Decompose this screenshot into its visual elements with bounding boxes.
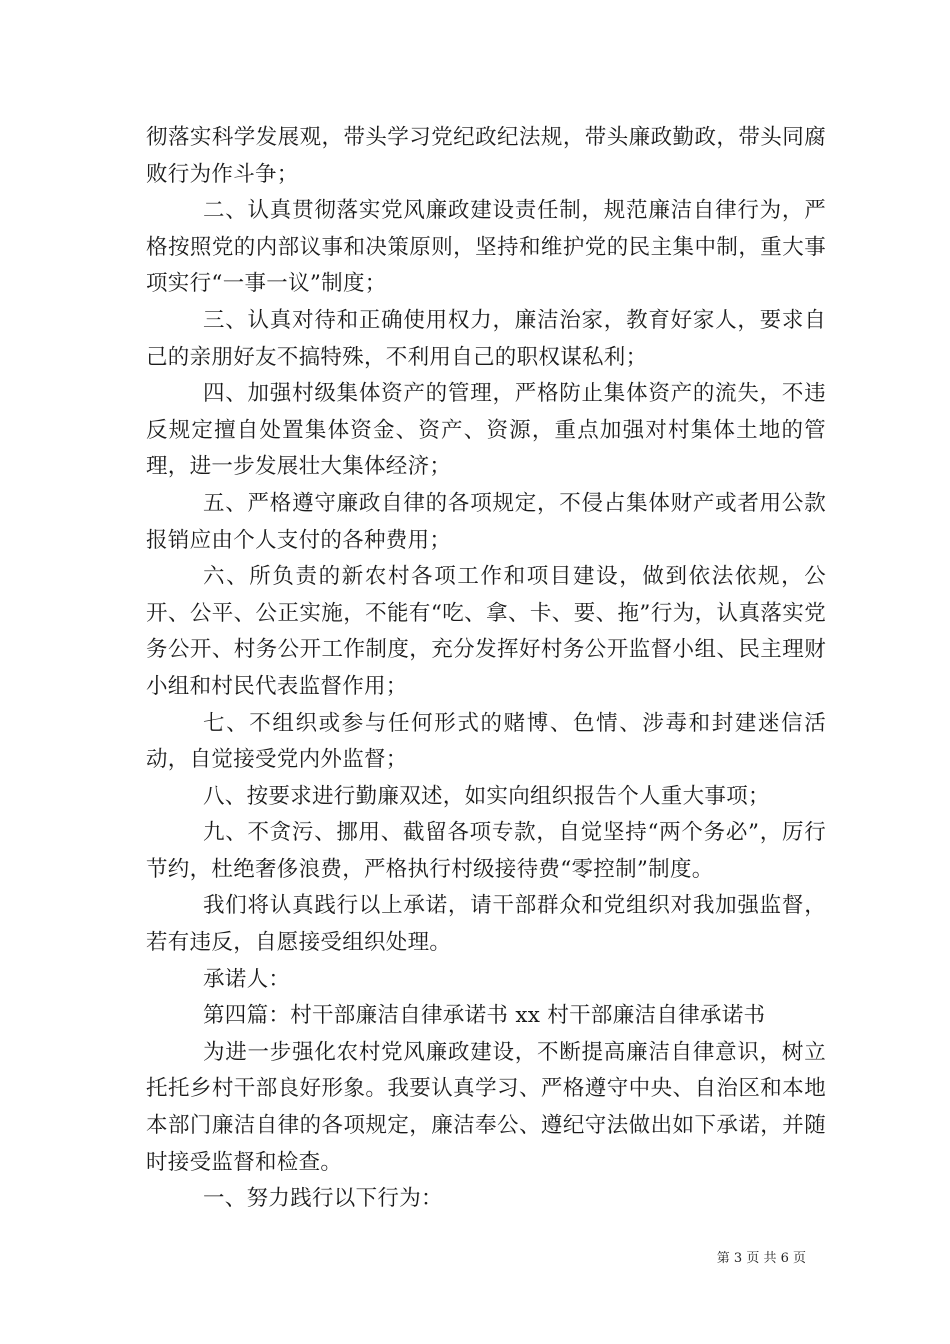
paragraph-intro: 为进一步强化农村党风廉政建设，不断提高廉洁自律意识，树立托托乡村干部良好形象。我要认真学习、严格遵守中央、自治区和本地本部门廉洁自律的各项规定，廉洁奉公、遵纪守法做出如下承诺，并随时接受监督和检查。 [146, 1039, 826, 1175]
paragraph-item-9: 九、不贪污、挪用、截留各项专款，自觉坚持“两个务必”，厉行节约，杜绝奢侈浪费，严格执行村级接待费“零控制”制度。 [146, 820, 826, 882]
page-number: 第 3 页 共 6 页 [716, 1251, 806, 1266]
paragraph-item-2: 二、认真贯彻落实党风廉政建设责任制，规范廉洁自律行为，严格按照党的内部议事和决策原则，坚持和维护党的民主集中制，重大事项实行“一事一议”制度； [146, 198, 826, 297]
paragraph-item-4: 四、加强村级集体资产的管理，严格防止集体资产的流失，不违反规定擅自处置集体资金、资产、资源，重点加强对村集体土地的管理，进一步发展壮大集体经济； [146, 381, 826, 480]
paragraph-signatory: 承诺人： [203, 966, 291, 992]
paragraph-item-8: 八、按要求进行勤廉双述，如实向组织报告个人重大事项； [203, 783, 770, 809]
paragraph-subheading: 一、努力践行以下行为： [203, 1186, 443, 1212]
paragraph-item-3: 三、认真对待和正确使用权力，廉洁治家，教育好家人，要求自己的亲朋好友不搞特殊，不利用自己的职权谋私利； [146, 307, 826, 370]
paragraph-pledge-closing: 我们将认真践行以上承诺，请干部群众和党组织对我加强监督，若有违反，自愿接受组织处理。 [146, 893, 826, 956]
paragraph-item-7: 七、不组织或参与任何形式的赌博、色情、涉毒和封建迷信活动，自觉接受党内外监督； [146, 710, 826, 773]
paragraph-continuation: 彻落实科学发展观，带头学习党纪政纪法规，带头廉政勤政，带头同腐败行为作斗争； [146, 125, 826, 187]
section-heading: 第四篇：村干部廉洁自律承诺书 xx 村干部廉洁自律承诺书 [203, 1003, 766, 1029]
document-body [146, 120, 826, 1218]
paragraph-item-5: 五、严格遵守廉政自律的各项规定，不侵占集体财产或者用公款报销应由个人支付的各种费用； [146, 490, 826, 553]
paragraph-item-6: 六、所负责的新农村各项工作和项目建设，做到依法依规，公开、公平、公正实施，不能有“吃、拿、卡、要、拖”行为，认真落实党务公开、村务公开工作制度，充分发挥好村务公开监督小组、民主理财小组和村民代表监督作用； [146, 564, 826, 699]
